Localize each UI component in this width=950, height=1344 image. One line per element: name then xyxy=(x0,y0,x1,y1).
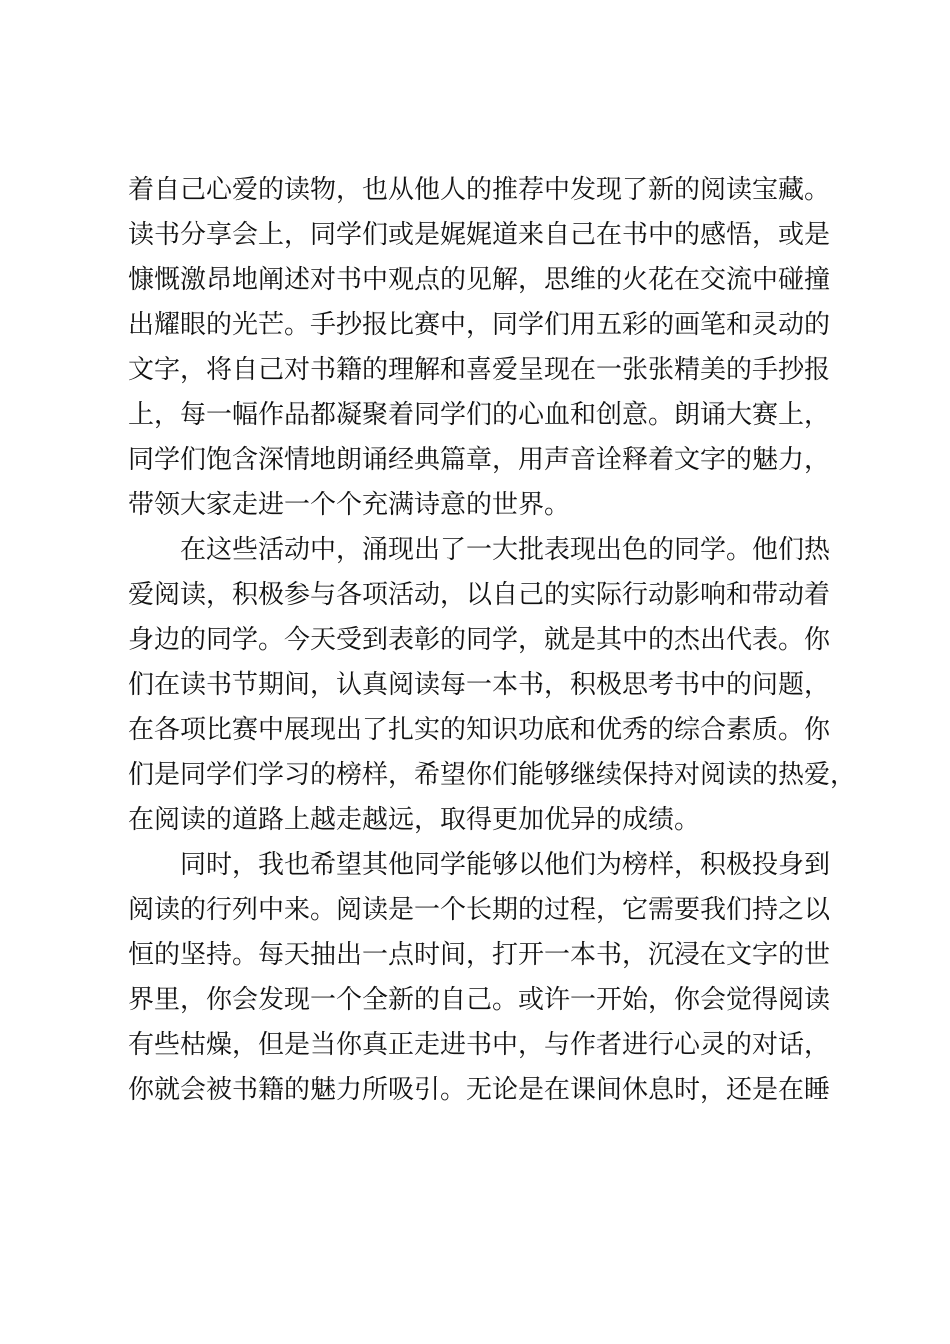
text-line: 着自己心爱的读物，也从他人的推荐中发现了新的阅读宝藏。 xyxy=(128,175,831,205)
text-line: 们是同学们学习的榜样，希望你们能够继续保持对阅读的热爱， xyxy=(128,760,857,790)
text-line: 带领大家走进一个个充满诗意的世界。 xyxy=(128,490,571,520)
text-line: 出耀眼的光芒。手抄报比赛中，同学们用五彩的画笔和灵动的 xyxy=(128,310,831,340)
text-line: 同学们饱含深情地朗诵经典篇章，用声音诠释着文字的魅力， xyxy=(128,445,831,475)
text-line: 你就会被书籍的魅力所吸引。无论是在课间休息时，还是在睡 xyxy=(128,1075,831,1105)
text-line: 上，每一幅作品都凝聚着同学们的心血和创意。朗诵大赛上， xyxy=(128,400,831,430)
text-line: 慷慨激昂地阐述对书中观点的见解，思维的火花在交流中碰撞 xyxy=(128,265,831,295)
text-line: 界里，你会发现一个全新的自己。或许一开始，你会觉得阅读 xyxy=(128,985,831,1015)
text-line: 爱阅读，积极参与各项活动，以自己的实际行动影响和带动着 xyxy=(128,580,831,610)
text-line: 文字，将自己对书籍的理解和喜爱呈现在一张张精美的手抄报 xyxy=(128,355,831,385)
text-line: 在各项比赛中展现出了扎实的知识功底和优秀的综合素质。你 xyxy=(128,715,831,745)
text-line: 阅读的行列中来。阅读是一个长期的过程，它需要我们持之以 xyxy=(128,895,831,925)
text-line: 身边的同学。今天受到表彰的同学，就是其中的杰出代表。你 xyxy=(128,625,831,655)
text-line: 有些枯燥，但是当你真正走进书中，与作者进行心灵的对话， xyxy=(128,1030,831,1060)
text-line: 在阅读的道路上越走越远，取得更加优异的成绩。 xyxy=(128,805,701,835)
paragraph-first-line: 在这些活动中，涌现出了一大批表现出色的同学。他们热 xyxy=(180,535,831,565)
text-line: 们在读书节期间，认真阅读每一本书，积极思考书中的问题， xyxy=(128,670,831,700)
text-line: 读书分享会上，同学们或是娓娓道来自己在书中的感悟，或是 xyxy=(128,220,831,250)
document-body xyxy=(128,168,858,1113)
paragraph-first-line: 同时，我也希望其他同学能够以他们为榜样，积极投身到 xyxy=(180,850,831,880)
text-line: 恒的坚持。每天抽出一点时间，打开一本书，沉浸在文字的世 xyxy=(128,940,831,970)
